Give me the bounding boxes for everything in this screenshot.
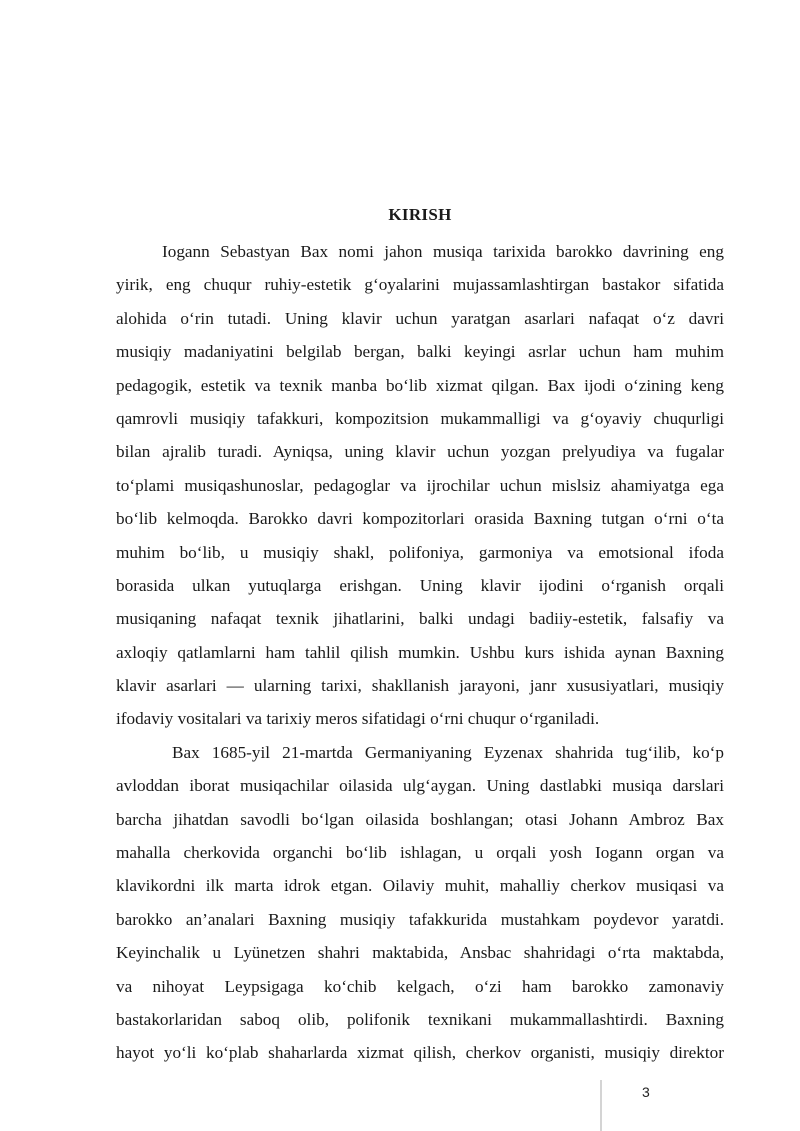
text-line: va nihoyat Leypsigaga ko‘chib kelgach, o‘zi ham barokko zamonaviy	[116, 976, 724, 996]
text-line: alohida o‘rin tutadi. Uning klavir uchun yaratgan asarlari nafaqat o‘z davri	[116, 308, 724, 328]
text-line: musiqaning nafaqat texnik jihatlarini, balki undagi badiiy-estetik, falsafiy va	[116, 609, 724, 629]
text-line: pedagogik, estetik va texnik manba bo‘lib xizmat qilgan. Bax ijodi o‘zining keng	[116, 375, 724, 395]
text-line: borasida ulkan yutuqlarga erishgan. Uning klavir ijodini o‘rganish orqali	[116, 575, 724, 595]
text-line: ifodaviy vositalari va tarixiy meros sifatidagi o‘rni chuqur o‘rganiladi.	[116, 709, 600, 729]
text-line: muhim bo‘lib, u musiqiy shakl, polifoniya, garmoniya va emotsional ifoda	[116, 542, 724, 562]
text-line: musiqiy madaniyatini belgilab bergan, balki keyingi asrlar uchun ham muhim	[116, 342, 724, 362]
text-line: Bax 1685-yil 21-martda Germaniyaning Eyzenax shahrida tug‘ilib, ko‘p	[172, 742, 724, 762]
text-line: klavikordni ilk marta idrok etgan. Oilaviy muhit, mahalliy cherkov musiqasi va	[116, 876, 724, 896]
footer-divider	[600, 1080, 602, 1131]
text-line: barcha jihatdan savodli bo‘lgan oilasida boshlangan; otasi Johann Ambroz Bax	[116, 809, 724, 829]
text-line: qamrovli musiqiy tafakkuri, kompozitsion mukammalligi va g‘oyaviy chuqurligi	[116, 408, 724, 428]
text-line: bastakorlaridan saboq olib, polifonik texnikani mukammallashtirdi. Baxning	[116, 1009, 724, 1029]
text-line: avloddan iborat musiqachilar oilasida ulg‘aygan. Uning dastlabki musiqa darslari	[116, 776, 724, 796]
text-line: to‘plami musiqashunoslar, pedagoglar va ijrochilar uchun mislsiz ahamiyatga ega	[116, 475, 724, 495]
text-line: mahalla cherkovida organchi bo‘lib ishlagan, u orqali yosh Iogann organ va	[116, 843, 724, 863]
section-heading: KIRISH	[388, 205, 452, 224]
text-line: Iogann Sebastyan Bax nomi jahon musiqa tarixida barokko davrining eng	[162, 242, 724, 261]
text-line: axloqiy qatlamlarni ham tahlil qilish mumkin. Ushbu kurs ishida aynan Baxning	[116, 642, 724, 662]
text-line: klavir asarlari — ularning tarixi, shakllanish jarayoni, janr xususiyatlari, musiqiy	[116, 676, 724, 696]
text-line: Keyinchalik u Lyünetzen shahri maktabida, Ansbac shahridagi o‘rta maktabda,	[116, 943, 724, 963]
body-text	[116, 235, 724, 1070]
page-number: 3	[642, 1084, 650, 1100]
text-line: hayot yo‘li ko‘plab shaharlarda xizmat qilish, cherkov organisti, musiqiy direktor	[116, 1043, 724, 1063]
text-line: bilan ajralib turadi. Ayniqsa, uning klavir uchun yozgan prelyudiya va fugalar	[116, 442, 724, 462]
text-line: bo‘lib kelmoqda. Barokko davri kompozitorlari orasida Baxning tutgan o‘rni o‘ta	[116, 509, 724, 529]
text-line: barokko an’analari Baxning musiqiy tafakkurida mustahkam poydevor yaratdi.	[116, 909, 724, 929]
text-line: yirik, eng chuqur ruhiy-estetik g‘oyalarini mujassamlashtirgan bastakor sifatida	[116, 275, 724, 295]
